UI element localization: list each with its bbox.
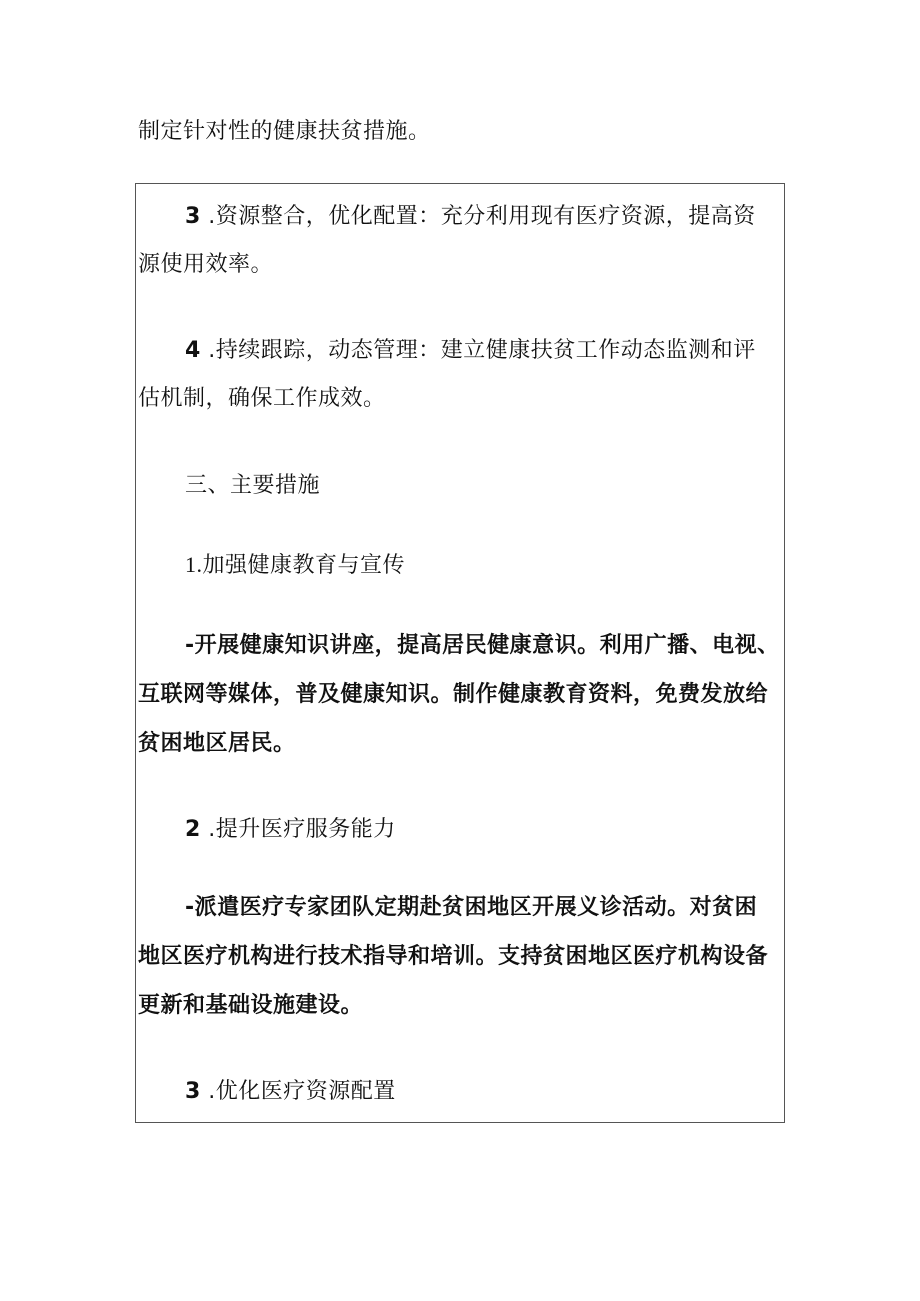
item-3-text: .资源整合，优化配置：充分利用现有医疗资源，提高资: [200, 204, 756, 229]
measure-1-title: 加强健康教育与宣传: [202, 553, 406, 578]
item-3-number: 3: [185, 204, 201, 229]
measure-2-body-line-1: -派遣医疗专家团队定期赴贫困地区开展义诊活动。对贫困: [185, 895, 758, 920]
measure-2-body-line-3: 更新和基础设施建设。: [138, 993, 364, 1018]
measure-1-body-line-2: 互联网等媒体，普及健康知识。制作健康教育资料，免费发放给: [138, 682, 769, 707]
measure-2-title: .提升医疗服务能力: [200, 817, 396, 842]
measure-3-number: 3: [185, 1079, 201, 1104]
item-4-text: .持续跟踪，动态管理：建立健康扶贫工作动态监测和评: [200, 338, 756, 363]
measure-1-number: 1.: [185, 552, 203, 577]
measure-2-number: 2: [185, 817, 201, 842]
intro-paragraph-line: 制定针对性的健康扶贫措施。: [138, 119, 431, 144]
section-heading: 三、主要措施: [185, 473, 321, 498]
measure-1-body-line-3: 贫困地区居民。: [138, 731, 296, 756]
measure-2-body-line-2: 地区医疗机构进行技术指导和培训。支持贫困地区医疗机构设备: [138, 944, 769, 969]
item-3-line-1: [185, 202, 756, 232]
measure-1-body-line-1: -开展健康知识讲座，提高居民健康意识。利用广播、电视、: [185, 633, 780, 658]
item-4-line-1: [185, 336, 756, 366]
item-4-number: 4: [185, 338, 201, 363]
item-3-line-2: 源使用效率。: [138, 252, 274, 277]
measure-1-heading: [185, 550, 405, 581]
measure-2-heading: [185, 815, 396, 845]
item-4-line-2: 估机制，确保工作成效。: [138, 386, 386, 411]
measure-3-title: .优化医疗资源配置: [200, 1079, 396, 1104]
measure-3-heading: [185, 1077, 396, 1107]
